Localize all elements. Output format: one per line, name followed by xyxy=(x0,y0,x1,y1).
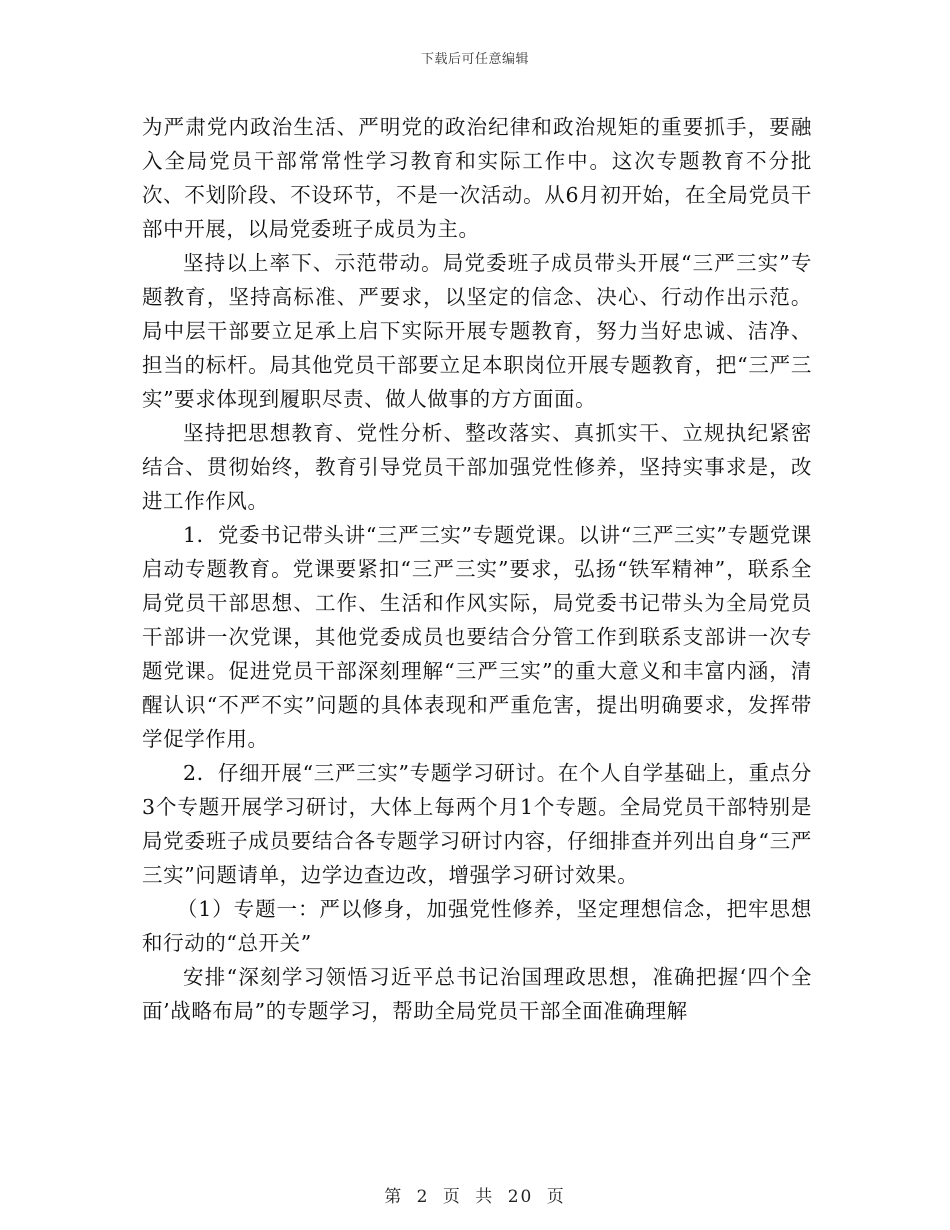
document-body xyxy=(142,110,812,1028)
paragraph-5: 2．仔细开展“三严三实”专题学习研讨。在个人自学基础上，重点分3个专题开展学习研讨，大体上每两个月1个专题。全局党员干部特别是局党委班子成员要结合各专题学习研讨内容，仔细排查并列出自身“三严三实”问题请单，边学边查边改，增强学习研讨效果。 xyxy=(142,761,812,887)
page-footer: 第 2 页 共 20 页 xyxy=(384,1187,566,1207)
paragraph-6: （1）专题一：严以修身，加强党性修养，坚定理想信念，把牢思想和行动的“总开关” xyxy=(142,897,812,955)
paragraph-2: 坚持以上率下、示范带动。局党委班子成员带头开展“三严三实”专题教育，坚持高标准、严要求，以坚定的信念、决心、行动作出示范。局中层干部要立足承上启下实际开展专题教育，努力当好忠诚、洁净、担当的标杆。局其他党员干部要立足本职岗位开展专题教育，把“三严三实”要求体现到履职尽责、做人做事的方方面面。 xyxy=(142,251,812,411)
paragraph-7: 安排“深刻学习领悟习近平总书记治国理政思想，准确把握‘四个全面’战略布局”的专题学习，帮助全局党员干部全面准确理解 xyxy=(142,965,812,1023)
paragraph-4: 1．党委书记带头讲“三严三实”专题党课。以讲“三严三实”专题党课启动专题教育。党课要紧扣“三严三实”要求，弘扬“铁军精神”，联系全局党员干部思想、工作、生活和作风实际，局党委书记带头为全局党员干部讲一次党课，其他党委成员也要结合分管工作到联系支部讲一次专题党课。促进党员干部深刻理解“三严三实”的重大意义和丰富内涵，清醒认识“不严不实”问题的具体表现和严重危害，提出明确要求，发挥带学促学作用。 xyxy=(142,523,812,751)
paragraph-1: 为严肃党内政治生活、严明党的政治纪律和政治规矩的重要抓手，要融入全局党员干部常常性学习教育和实际工作中。这次专题教育不分批次、不划阶段、不设环节，不是一次活动。从6月初开始，在全局党员干部中开展，以局党委班子成员为主。 xyxy=(142,115,812,241)
page-header: 下载后可任意编辑 xyxy=(420,52,529,67)
paragraph-3: 坚持把思想教育、党性分析、整改落实、真抓实干、立规执纪紧密结合、贯彻始终，教育引导党员干部加强党性修养，坚持实事求是，改进工作作风。 xyxy=(142,421,812,513)
